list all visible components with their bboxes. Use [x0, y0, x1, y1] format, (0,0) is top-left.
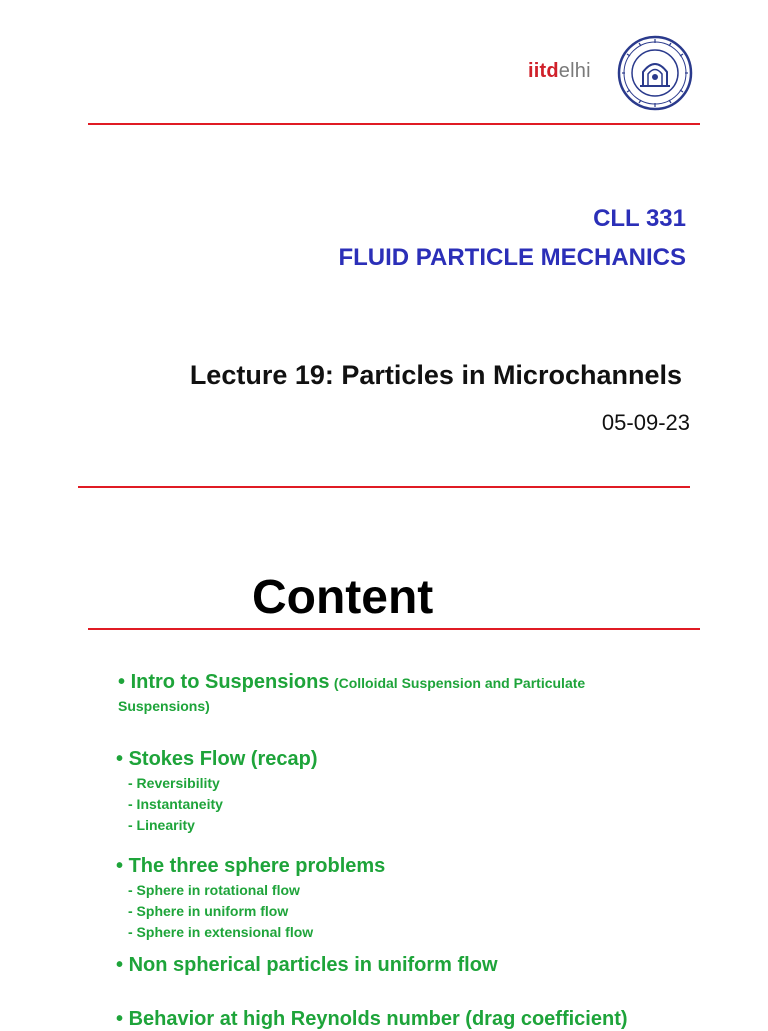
sub-item: - Reversibility	[128, 775, 220, 791]
item-note: (Colloidal Suspension and Particulate	[333, 675, 586, 691]
list-item-high-reynolds: • Behavior at high Reynolds number (drag coefficient)	[116, 1008, 628, 1030]
iit-delhi-seal-icon	[616, 34, 694, 112]
sub-item: - Sphere in extensional flow	[128, 924, 314, 940]
course-code: CLL 331	[593, 205, 686, 232]
sub-item: - Sphere in uniform flow	[128, 903, 289, 919]
list-item-non-spherical: • Non spherical particles in uniform flow	[116, 954, 498, 976]
brand-prefix: iitd	[528, 60, 559, 82]
list-item-intro-suspensions: • Intro to Suspensions (Colloidal Suspension and Particulate	[118, 671, 586, 693]
lecture-date: 05-09-23	[601, 410, 690, 435]
item-main: Behavior at high Reynolds number (drag coefficient)	[128, 1008, 628, 1030]
item-main: The three sphere problems	[128, 855, 386, 877]
title-divider	[78, 486, 690, 488]
iitd-logo-text	[528, 60, 591, 83]
sub-item: - Sphere in rotational flow	[128, 882, 300, 898]
content-heading: Content	[252, 571, 434, 624]
course-name: FLUID PARTICLE MECHANICS	[338, 244, 686, 271]
item-main: Intro to Suspensions	[130, 671, 330, 693]
item-main: Non spherical particles in uniform flow	[128, 954, 498, 976]
item-note-continued: Suspensions)	[118, 698, 210, 714]
sub-item: - Instantaneity	[128, 796, 223, 812]
content-divider	[88, 628, 700, 630]
item-main: Stokes Flow (recap)	[128, 748, 318, 770]
header-divider	[88, 123, 700, 125]
list-item-three-sphere-problems: • The three sphere problems	[116, 855, 386, 877]
list-item-stokes-flow: • Stokes Flow (recap)	[116, 748, 318, 770]
lecture-title: Lecture 19: Particles in Microchannels	[189, 360, 682, 390]
brand-suffix: elhi	[558, 60, 591, 82]
sub-item: - Linearity	[128, 817, 195, 833]
